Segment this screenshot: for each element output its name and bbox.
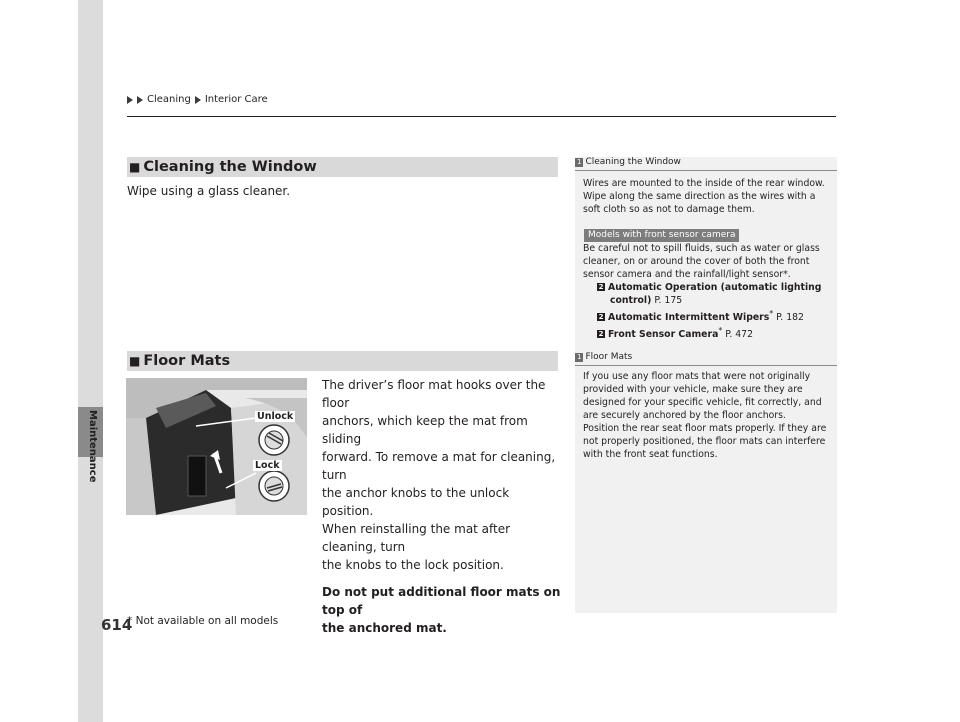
chapter-side-tab: [78, 0, 103, 722]
xref-page: P. 472: [725, 329, 754, 341]
xref-arrow-icon: 2: [598, 330, 604, 339]
breadcrumb: [127, 94, 268, 105]
note-line: If you use any floor mats that were not originally: [583, 371, 811, 382]
note-line: sensor camera and the rainfall/light sensor*.: [583, 269, 791, 280]
note-line: not properly positioned, the floor mats can interfere: [583, 436, 826, 447]
note-line: Wipe along the same direction as the wires with a: [583, 191, 816, 202]
header-rule: [127, 116, 836, 117]
note-body-b: [583, 242, 833, 341]
xref-link[interactable]: [597, 324, 833, 341]
mats-body: [322, 376, 562, 637]
lock-label: Lock: [255, 460, 280, 471]
chevron-right-icon: [127, 96, 133, 104]
note-title-text: Floor Mats: [585, 352, 633, 362]
chevron-right-icon: [195, 96, 201, 104]
note-line: Wires are mounted to the inside of the rear window.: [583, 178, 825, 189]
note-window: [575, 157, 837, 216]
xref-title: Front Sensor Camera: [608, 329, 719, 341]
note-line: designed for your specific vehicle, fit correctly, and: [583, 397, 822, 408]
footnote: * Not available on all models: [127, 615, 279, 627]
section-heading-text: Floor Mats: [143, 353, 231, 369]
breadcrumb-item[interactable]: Cleaning: [147, 94, 191, 105]
note-title-text: Cleaning the Window: [585, 157, 681, 167]
breadcrumb-item[interactable]: Interior Care: [204, 94, 268, 105]
chevron-right-icon: [137, 96, 143, 104]
xref-title: control): [610, 295, 652, 306]
body-line: the knobs to the lock position.: [322, 558, 504, 572]
note-line: cleaner, on or around the cover of both the front: [583, 256, 810, 267]
xref-link-cont[interactable]: [610, 294, 833, 307]
section-heading-text: Cleaning the Window: [143, 159, 317, 175]
xref-arrow-icon: 2: [598, 313, 604, 322]
note-title: [575, 157, 837, 167]
note-title: [575, 352, 837, 362]
unlock-label: Unlock: [257, 411, 294, 422]
page-number: 614: [101, 616, 133, 634]
body-line: anchors, which keep the mat from sliding: [322, 414, 528, 446]
xref-page: P. 182: [776, 312, 804, 324]
square-bullet-icon: ■: [129, 354, 141, 368]
note-line: Position the rear seat floor mats properly. If they are: [583, 423, 827, 434]
warning-line: Do not put additional floor mats on top of: [322, 585, 561, 617]
floor-mat-anchor-illustration: [126, 378, 307, 515]
note-line: provided with your vehicle, make sure they are: [583, 384, 803, 395]
window-body: Wipe using a glass cleaner.: [127, 184, 291, 198]
footnote-star: *: [769, 309, 774, 318]
body-line: the anchor knobs to the unlock position.: [322, 486, 510, 518]
section-heading-mats: [127, 351, 558, 371]
xref-link[interactable]: [597, 307, 833, 324]
xref-title: Automatic Intermittent Wipers: [608, 312, 770, 324]
note-line: with the front seat functions.: [583, 449, 718, 460]
note-line: Be careful not to spill fluids, such as water or glass: [583, 243, 820, 254]
body-line: The driver’s floor mat hooks over the floor: [322, 378, 546, 410]
note-number: 1: [577, 352, 582, 361]
xref-title: Automatic Operation (automatic lighting: [608, 282, 822, 293]
warning-line: the anchored mat.: [322, 621, 447, 635]
chapter-label: Maintenance: [87, 410, 98, 483]
xref-link[interactable]: [597, 281, 833, 294]
model-badge: Models with front sensor camera: [584, 229, 739, 242]
xref-arrow-icon: 2: [598, 283, 604, 291]
note-number: 1: [577, 157, 582, 166]
note-line: soft cloth so as not to damage them.: [583, 204, 755, 215]
note-body: [575, 171, 837, 216]
note-body: [575, 366, 837, 461]
body-line: forward. To remove a mat for cleaning, turn: [322, 450, 556, 482]
xref-page: P. 175: [654, 295, 683, 306]
section-heading-window: [127, 157, 558, 177]
note-mats: [575, 352, 837, 461]
square-bullet-icon: ■: [129, 160, 141, 174]
body-line: When reinstalling the mat after cleaning, turn: [322, 522, 511, 554]
footnote-star: *: [718, 326, 723, 336]
note-line: are securely anchored by the floor anchors.: [583, 410, 786, 421]
